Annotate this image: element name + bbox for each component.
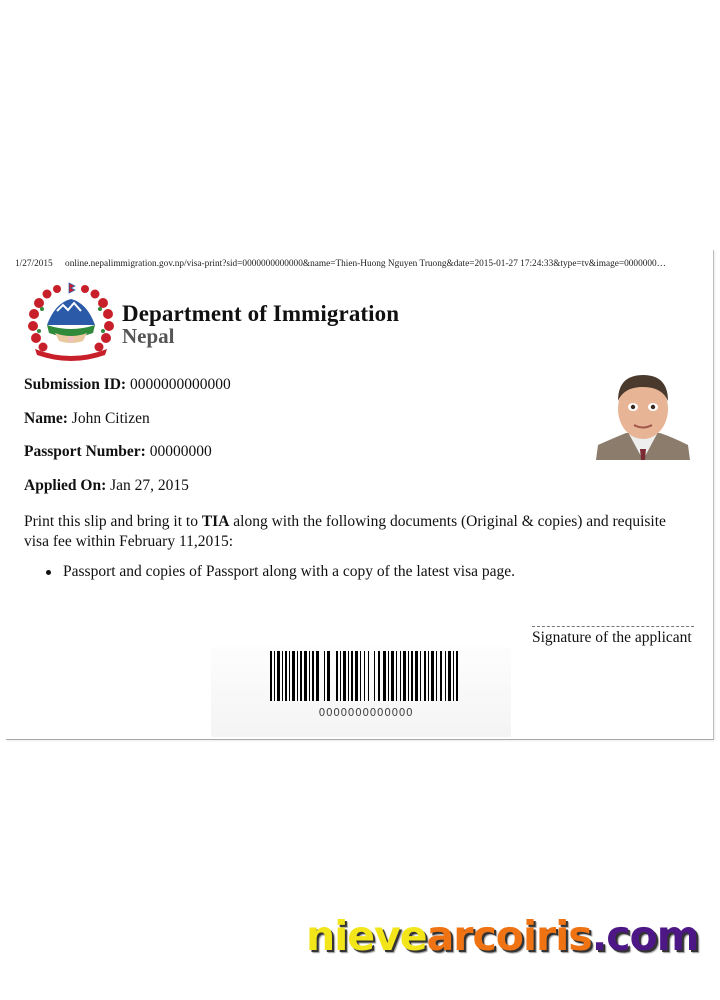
barcode-icon (270, 651, 460, 701)
barcode-number: 0000000000000 (318, 707, 414, 719)
name-value: John Citizen (71, 410, 150, 427)
submission-id-value: 0000000000000 (129, 376, 231, 393)
print-header (15, 259, 715, 269)
signature-label: Signature of the applicant (532, 629, 692, 646)
applicant-photo-icon (596, 367, 690, 460)
department-subtitle: Nepal (122, 324, 175, 348)
watermark-part3: .com (591, 912, 699, 960)
list-item: Passport and copies of Passport along with a copy of the latest visa page. (46, 563, 515, 581)
visa-print-page (6, 250, 714, 740)
watermark-logo (306, 912, 698, 960)
applied-on-field (24, 477, 189, 495)
instructions-location: TIA (201, 513, 230, 530)
watermark-part2: arcoiris (426, 912, 592, 960)
nepal-emblem-icon (25, 281, 117, 361)
barcode-area (211, 647, 511, 737)
instructions-part2: along with the following documents (Original & copies) and requisite visa fee within February 11,2015: (24, 513, 666, 550)
applied-on-label: Applied On: (24, 477, 107, 494)
name-label: Name: (24, 410, 68, 427)
name-field (24, 410, 150, 428)
instructions-text (24, 512, 694, 552)
watermark-part1: nieve (306, 912, 427, 960)
applied-on-value: Jan 27, 2015 (110, 477, 189, 494)
submission-id-label: Submission ID: (24, 376, 127, 393)
print-date: 1/27/2015 (15, 259, 53, 269)
passport-number-label: Passport Number: (24, 443, 146, 460)
department-title: Department of Immigration (122, 301, 400, 326)
required-documents-list (46, 563, 515, 581)
passport-number-value: 00000000 (149, 443, 212, 460)
submission-id-field (24, 376, 231, 394)
instructions-part1: Print this slip and bring it to (24, 513, 202, 530)
print-url: online.nepalimmigration.gov.np/visa-print?sid=0000000000000&name=Thien-Huong Nguyen Truong&date=2015-01-27 17:24:33&type=tv&image=0000000… (65, 259, 666, 269)
passport-number-field (24, 443, 212, 461)
signature-line (532, 626, 694, 627)
